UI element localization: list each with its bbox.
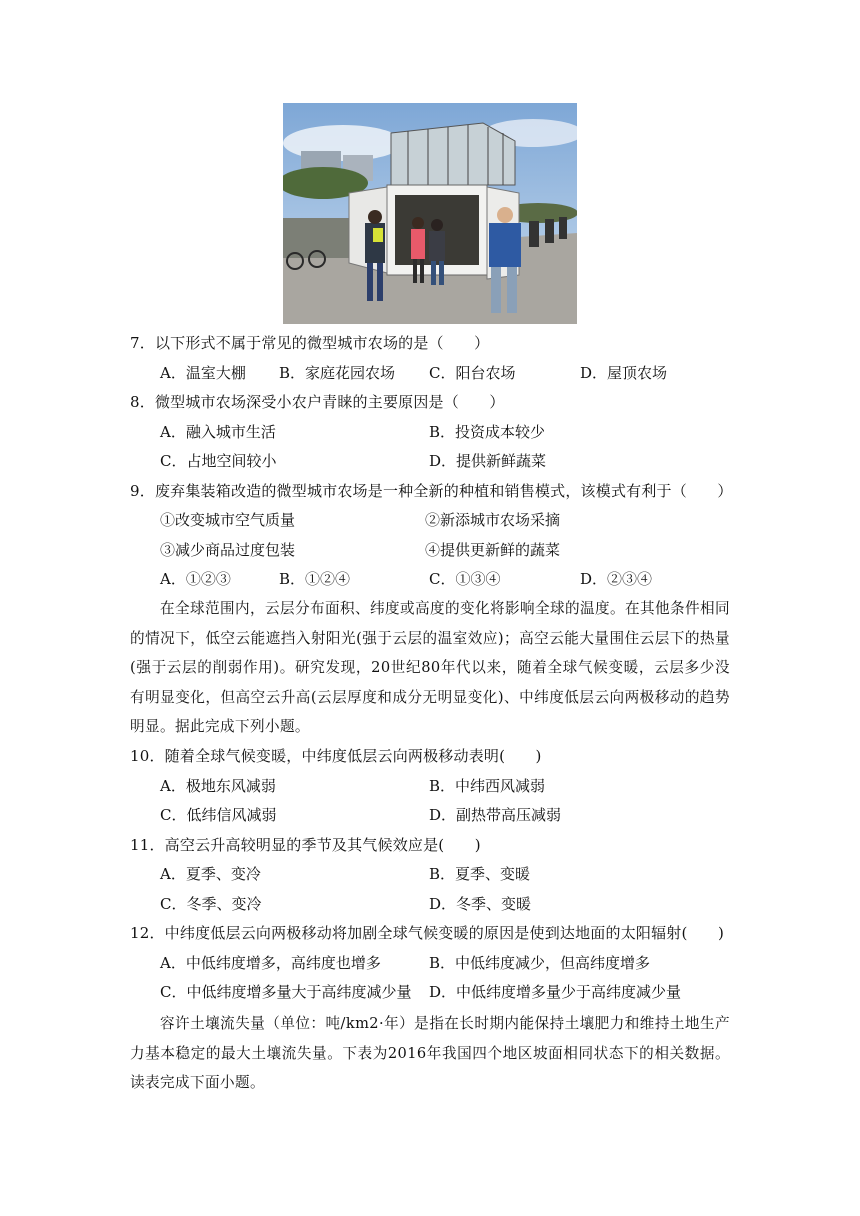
question-11-option-b: B．夏季、变暖: [429, 865, 531, 883]
question-7-stem: 7．以下形式不属于常见的微型城市农场的是（ ）: [130, 334, 490, 352]
question-9-option-d: D．②③④: [580, 570, 653, 588]
reading-passage-soil: 容许土壤流失量（单位：吨/km2·年）是指在长时期内能保持土壤肥力和维持土地生产力基本稳定的最大土壤流失量。下表为2016年我国四个地区坡面相同状态下的相关数据。读表完成下面小题。: [130, 1015, 730, 1092]
question-11-option-d: D．冬季、变暖: [429, 895, 532, 913]
question-10-option-d: D．副热带高压减弱: [429, 806, 562, 824]
question-7-option-d: D．屋顶农场: [580, 364, 668, 382]
question-8-option-d: D．提供新鲜蔬菜: [429, 452, 547, 470]
question-12-option-c: C．中低纬度增多量大于高纬度减少量: [160, 983, 412, 1001]
question-12-option-a: A．中低纬度增多，高纬度也增多: [160, 954, 381, 972]
question-12-stem: 12．中纬度低层云向两极移动将加剧全球气候变暖的原因是使到达地面的太阳辐射( ): [130, 924, 724, 942]
question-7-option-c: C．阳台农场: [429, 364, 516, 382]
question-9-option-a: A．①②③: [160, 570, 231, 588]
question-9-item-4: ④提供更新鲜的蔬菜: [425, 541, 561, 559]
question-8-option-a: A．融入城市生活: [160, 423, 276, 441]
question-8-stem: 8．微型城市农场深受小农户青睐的主要原因是（ ）: [130, 393, 505, 411]
question-8-option-c: C．占地空间较小: [160, 452, 277, 470]
question-7-option-b: B．家庭花园农场: [279, 364, 396, 382]
question-12-option-d: D．中低纬度增多量少于高纬度减少量: [429, 983, 682, 1001]
question-9-option-c: C．①③④: [429, 570, 501, 588]
question-10-option-a: A．极地东风减弱: [160, 777, 276, 795]
question-10-option-b: B．中纬西风减弱: [429, 777, 546, 795]
question-9-stem: 9．废弃集装箱改造的微型城市农场是一种全新的种植和销售模式，该模式有利于（ ）: [130, 482, 733, 500]
reading-passage-clouds: 在全球范围内，云层分布面积、纬度或高度的变化将影响全球的温度。在其他条件相同的情况下，低空云能遮挡入射阳光(强于云层的温室效应)；高空云能大量围住云层下的热量(强于云层的削弱作用)。研究发现，20世纪80年代以来，随着全球气候变暖，云层多少没有明显变化，但高空云升高(云层厚度和成分无明显变化)、中纬度低层云向两极移动的趋势明显。据此完成下列小题。: [130, 600, 730, 736]
question-10-option-c: C．低纬信风减弱: [160, 806, 277, 824]
question-11-stem: 11．高空云升高较明显的季节及其气候效应是( ): [130, 836, 481, 854]
question-11-option-a: A．夏季、变冷: [160, 865, 261, 883]
question-9-item-3: ③减少商品过度包装: [160, 541, 296, 559]
question-11-option-c: C．冬季、变冷: [160, 895, 262, 913]
container-farm-photo-icon: [283, 103, 577, 324]
container-farm-photo: [283, 103, 577, 324]
question-9-item-2: ②新添城市农场采摘: [425, 511, 561, 529]
question-8-option-b: B．投资成本较少: [429, 423, 546, 441]
question-9-item-1: ①改变城市空气质量: [160, 511, 296, 529]
question-7-option-a: A．温室大棚: [160, 364, 246, 382]
question-12-option-b: B．中低纬度减少，但高纬度增多: [429, 954, 651, 972]
question-9-option-b: B．①②④: [279, 570, 351, 588]
question-10-stem: 10．随着全球气候变暖，中纬度低层云向两极移动表明( ): [130, 747, 542, 765]
